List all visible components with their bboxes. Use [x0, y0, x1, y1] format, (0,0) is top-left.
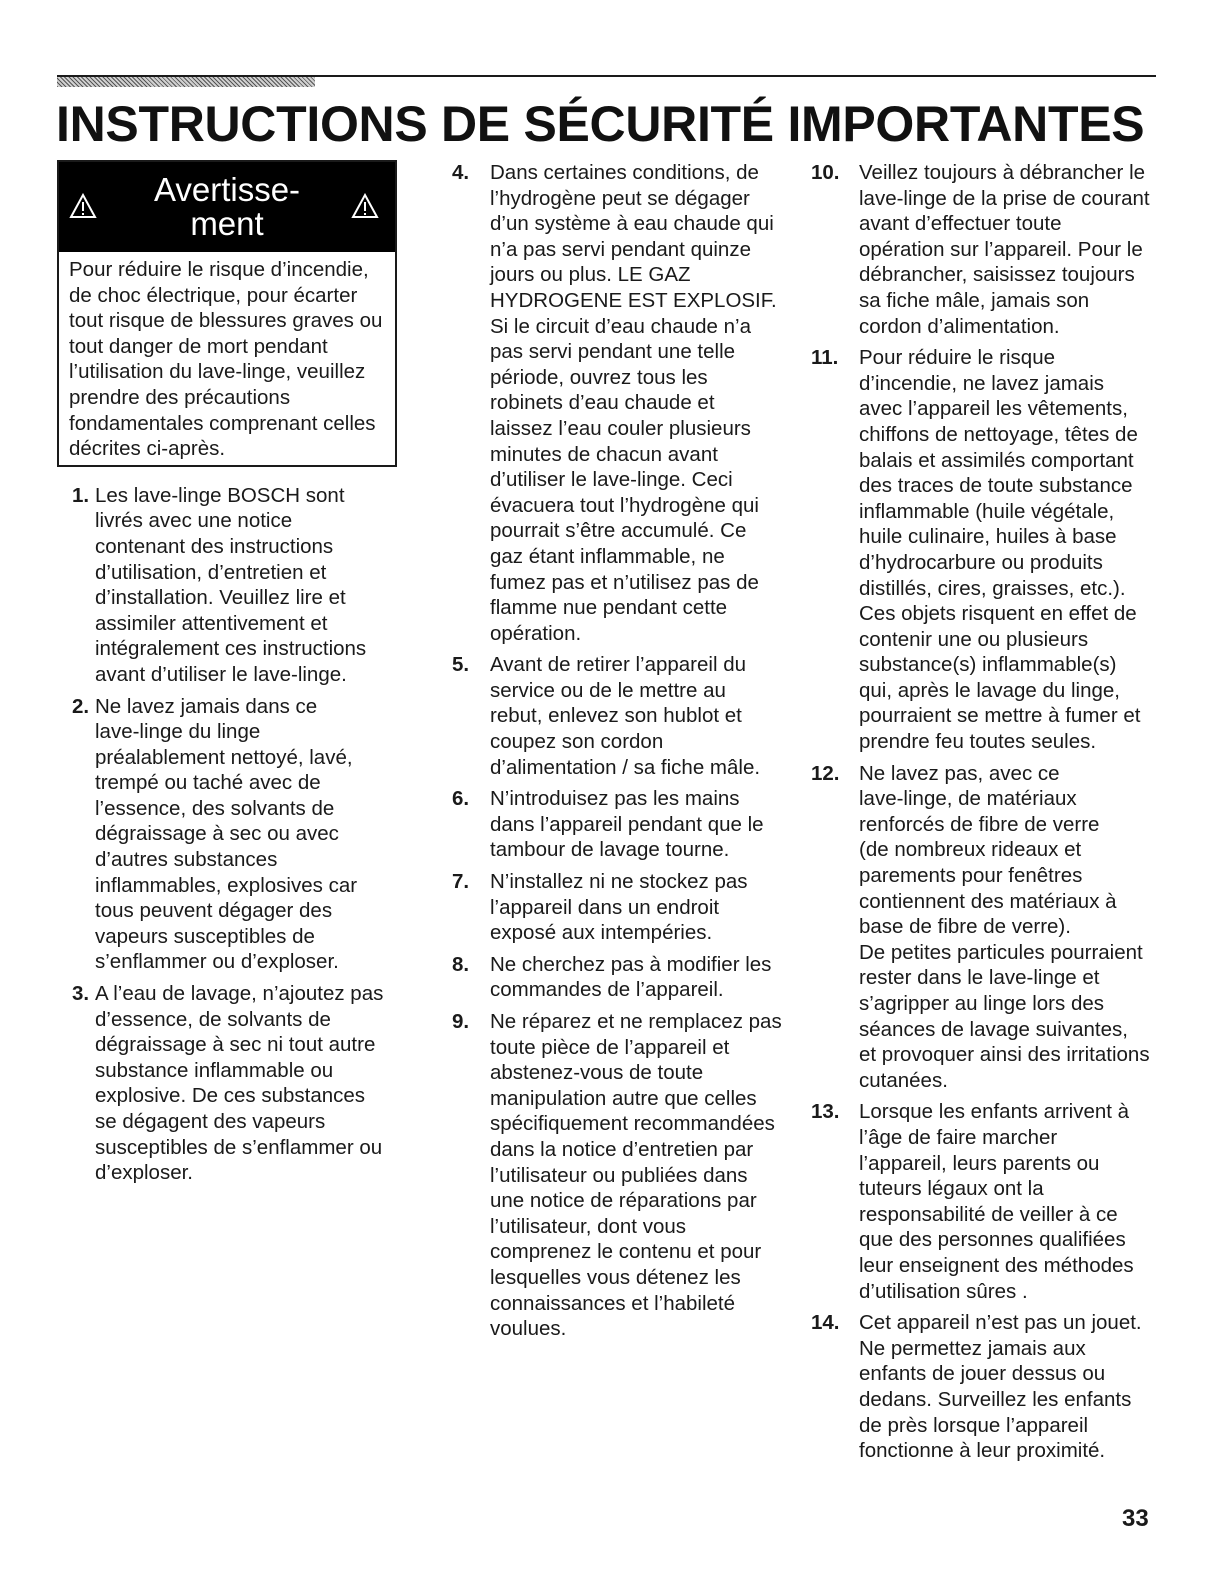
- list-item: [452, 1009, 787, 1342]
- item-number: 11.: [811, 346, 839, 370]
- item-number: 12.: [811, 761, 840, 785]
- item-text: Pour réduire le risque d’incendie, ne lavez jamais avec l’appareil les vêtements, chiffons de nettoyage, têtes de balais et assimilés comportant des traces de toute substance inflammable (huile végétale, huile culinaire, huiles à base d’hydrocarbure ou produits distillés, cires, graisses, etc.). Ces objets risquent en effet de contenir une ou plusieurs substance(s) inflammable(s) qui, après le lavage du linge, pourraient se mettre à fumer et prendre feu toutes seules.: [859, 346, 1141, 754]
- item-text: Ne lavez jamais dans ce lave-linge du linge préalablement nettoyé, lavé, trempé ou taché avec de l’essence, des solvants de dégraissage à sec ou avec d’autres substances inflammables, explosives car tous peuvent dégager des vapeurs susceptibles de s’enflammer ou d’exploser.: [95, 694, 358, 974]
- item-text: N’introduisez pas les mains dans l’appareil pendant que le tambour de lavage tourne.: [490, 787, 764, 862]
- item-number: 5.: [452, 653, 470, 677]
- list-item: [811, 1099, 1165, 1304]
- item-text: Ne cherchez pas à modifier les commandes de l’appareil.: [490, 952, 772, 1002]
- warning-body: Pour réduire le risque d’incendie, de choc électrique, pour écarter tout risque de blessures graves ou tout danger de mort pendant l’utilisation du lave-linge, veuillez prendre des précautions fondamentales comprenant celles décrites ci-après.: [69, 258, 383, 461]
- safety-list-part-3: [811, 160, 1165, 1464]
- item-number: 6.: [452, 787, 470, 811]
- item-text: N’installez ni ne stockez pas l’appareil dans un endroit exposé aux intempéries.: [490, 870, 748, 945]
- item-number: 2.: [72, 694, 90, 718]
- item-text: Veillez toujours à débrancher le lave-linge de la prise de courant avant d’effectuer toute opération sur l’appareil. Pour le débrancher, saisissez toujours sa fiche mâle, jamais son cordon d’alimentation.: [859, 161, 1150, 338]
- list-item: [452, 786, 787, 863]
- item-number: 10.: [811, 161, 840, 184]
- item-number: 8.: [452, 952, 470, 976]
- item-number: 4.: [452, 161, 470, 184]
- list-item: [57, 981, 397, 1186]
- item-number: 7.: [452, 870, 470, 894]
- warning-box: [57, 160, 397, 467]
- warning-heading: Avertisse- ment: [153, 171, 301, 242]
- list-item: [811, 345, 1165, 755]
- safety-list-part-2: [452, 160, 787, 1342]
- page-title: INSTRUCTIONS DE SÉCURITÉ IMPORTANTES: [56, 96, 1145, 152]
- list-item: [811, 160, 1165, 339]
- list-item: [811, 761, 1165, 1094]
- header-hatch-bar: [57, 77, 315, 87]
- list-item: [452, 952, 787, 1003]
- item-number: 1.: [72, 483, 90, 507]
- page-number: 33: [1122, 1505, 1149, 1532]
- item-text: Lorsque les enfants arrivent à l’âge de faire marcher l’appareil, leurs parents ou tuteurs légaux ont la responsabilité de veiller à ce que des personnes qualifiées leur enseignent des méthodes d’utilisation sûres .: [859, 1100, 1134, 1303]
- column-2: [452, 160, 787, 1348]
- item-text: Dans certaines conditions, de l’hydrogène peut se dégager d’un système à eau chaude qui n’a pas servi pendant quinze jours ou plus. LE GAZ HYDROGENE EST EXPLOSIF. Si le circuit d’eau chaude n’a pas servi pendant une telle période, ouvrez tous les robinets d’eau chaude et laissez l’eau couler plusieurs minutes de chacun avant d’utiliser le lave-linge. Ceci évacuera tout l’hydrogène qui pourrait s’être accumulé. Ce gaz étant inflammable, ne fumez pas et n’utilisez pas de flamme nue pendant cette opération.: [490, 161, 777, 645]
- warning-triangle-icon: [69, 193, 97, 219]
- item-number: 9.: [452, 1010, 470, 1033]
- list-item: [452, 160, 787, 646]
- warning-triangle-icon: [351, 193, 379, 219]
- item-text: A l’eau de lavage, n’ajoutez pas d’essence, de solvants de dégraissage à sec ni tout autre substance inflammable ou explosive. De ces substances se dégagent des vapeurs susceptibles de s’enflammer ou d’exploser.: [95, 982, 384, 1185]
- item-text: Ne lavez pas, avec ce lave-linge, de matériaux renforcés de fibre de verre (de nombreux rideaux et parements pour fenêtres contiennent des matériaux à base de fibre de verre). De petites particules pourraient rester dans le lave-linge et s’agripper au linge lors des séances de lavage suivantes, et provoquer ainsi des irritations cutanées.: [859, 761, 1150, 1092]
- list-item: [57, 483, 397, 688]
- column-3: [811, 160, 1165, 1470]
- column-1: [57, 160, 397, 1192]
- list-item: [452, 869, 787, 946]
- list-item: [452, 652, 787, 780]
- item-text: Les lave-linge BOSCH sont livrés avec une notice contenant des instructions d’utilisation, d’entretien et d’installation. Veuillez lire et assimiler attentivement et intégralement ces instructions avant d’utiliser le lave-linge.: [95, 483, 367, 686]
- warning-header: [59, 162, 395, 252]
- list-item: [57, 694, 397, 976]
- item-text: Ne réparez et ne remplacez pas toute pièce de l’appareil et abstenez-vous de toute manipulation autre que celles spécifiquement recommandées dans la notice d’entretien par l’utilisateur ou publiées dans une notice de réparations par l’utilisateur, dont vous comprenez le contenu et pour lesquelles vous détenez les connaissances et l’habileté voulues.: [490, 1010, 782, 1341]
- item-text: Avant de retirer l’appareil du service ou de le mettre au rebut, enlevez son hublot et coupez son cordon d’alimentation / sa fiche mâle.: [490, 653, 761, 779]
- safety-list-part-1: [57, 483, 397, 1186]
- list-item: [811, 1310, 1165, 1464]
- item-number: 3.: [72, 982, 90, 1006]
- item-text: Cet appareil n’est pas un jouet. Ne permettez jamais aux enfants de jouer dessus ou dedans. Surveillez les enfants de près lorsque l’appareil fonctionne à leur proximité.: [859, 1311, 1142, 1463]
- item-number: 14.: [811, 1311, 840, 1335]
- item-number: 13.: [811, 1100, 840, 1124]
